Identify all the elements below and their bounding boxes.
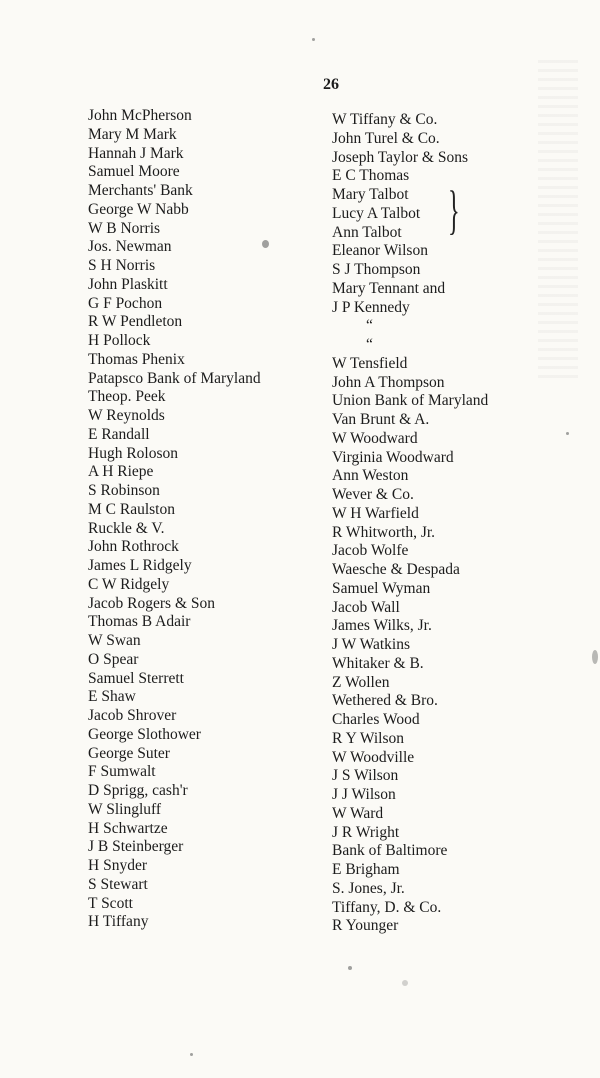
left-column-entry: T Scott xyxy=(88,894,133,912)
ink-speck xyxy=(402,980,408,986)
right-column-entry: Mary Talbot xyxy=(332,186,409,203)
left-column-entry: John Plaskitt xyxy=(88,275,168,293)
right-column-entry: J S Wilson xyxy=(332,767,399,785)
right-column-entry: Ann Weston xyxy=(332,467,409,485)
left-column-entry: Ruckle & V. xyxy=(88,519,165,537)
left-column-entry: W B Norris xyxy=(88,219,161,237)
right-column-entry: “ xyxy=(366,336,373,353)
left-column-entry: Mary M Mark xyxy=(88,125,177,143)
right-column-entry: John A Thompson xyxy=(332,373,445,391)
left-column-entry: George W Nabb xyxy=(88,200,189,218)
right-column-entry: Lucy A Talbot xyxy=(332,204,421,222)
left-column-entry: Samuel Moore xyxy=(88,163,180,181)
left-column-entry: M C Raulston xyxy=(88,500,175,518)
right-column-entry: J P Kennedy xyxy=(332,298,410,316)
left-column-entry: D Sprigg, cash'r xyxy=(88,782,188,799)
right-column-entry: Ann Talbot xyxy=(332,223,402,241)
right-column-entry: Z Wollen xyxy=(332,673,390,691)
right-name-column xyxy=(332,111,488,936)
left-column-entry: E Randall xyxy=(88,425,150,443)
right-column-entry: W Woodville xyxy=(332,748,415,766)
left-column-entry: W Swan xyxy=(88,632,141,649)
right-column-entry: W Ward xyxy=(332,804,384,822)
left-column-entry: S H Norris xyxy=(88,257,156,274)
ink-speck xyxy=(348,966,352,970)
left-column-entry: R W Pendleton xyxy=(88,313,183,331)
left-column-entry: G F Pochon xyxy=(88,294,163,312)
right-column-entry: Samuel Wyman xyxy=(332,579,431,597)
right-column-entry: Waesche & Despada xyxy=(332,561,460,578)
right-column-entry: W Tiffany & Co. xyxy=(332,111,438,128)
left-column-entry: Hugh Roloson xyxy=(88,444,178,462)
left-column-entry: W Reynolds xyxy=(88,407,165,424)
right-column-entry: Wever & Co. xyxy=(332,486,414,503)
right-column-entry: Wethered & Bro. xyxy=(332,692,438,710)
left-column-entry: S Stewart xyxy=(88,875,148,893)
right-column-entry: Tiffany, D. & Co. xyxy=(332,898,442,916)
right-column-entry: J R Wright xyxy=(332,823,400,841)
right-column-entry: Bank of Baltimore xyxy=(332,842,448,860)
left-column-entry: John Rothrock xyxy=(88,538,179,556)
left-column-entry: F Sumwalt xyxy=(88,763,156,781)
left-column-entry: Samuel Sterrett xyxy=(88,669,184,687)
left-column-entry: H Pollock xyxy=(88,332,151,349)
left-column-entry: O Spear xyxy=(88,650,139,668)
left-column-entry: C W Ridgely xyxy=(88,575,170,593)
paper-edge-noise xyxy=(538,60,578,380)
left-column-entry: W Slingluff xyxy=(88,800,162,818)
left-column-entry: Merchants' Bank xyxy=(88,182,193,199)
left-column-entry: J B Steinberger xyxy=(88,838,184,856)
ink-speck xyxy=(190,1053,193,1056)
right-column-entry: J W Watkins xyxy=(332,636,410,653)
right-column-entry: Whitaker & B. xyxy=(332,654,424,672)
talbot-brace: } xyxy=(448,180,460,240)
left-column-entry: H Snyder xyxy=(88,857,147,874)
left-column-entry: Patapsco Bank of Maryland xyxy=(88,369,261,387)
right-column-entry: E Brigham xyxy=(332,861,400,878)
right-column-entry: Eleanor Wilson xyxy=(332,242,428,260)
left-column-entry: A H Riepe xyxy=(88,463,154,481)
left-column-entry: S Robinson xyxy=(88,482,160,499)
right-column-entry: Mary Tennant and xyxy=(332,279,446,297)
right-column-entry: R Whitworth, Jr. xyxy=(332,523,436,541)
left-column-entry: Jacob Shrover xyxy=(88,707,177,724)
right-column-entry: R Y Wilson xyxy=(332,729,405,747)
left-column-entry: Hannah J Mark xyxy=(88,144,184,162)
right-column-entry: W Woodward xyxy=(332,429,418,447)
right-column-entry: J J Wilson xyxy=(332,786,396,803)
right-column-entry: W Tensfield xyxy=(332,354,408,372)
left-column-entry: E Shaw xyxy=(88,688,136,706)
left-column-entry: Jos. Newman xyxy=(88,238,172,256)
left-column-entry: George Suter xyxy=(88,744,170,762)
right-column-entry: Charles Wood xyxy=(332,711,420,728)
right-column-entry: Virginia Woodward xyxy=(332,448,454,466)
right-column-entry: S J Thompson xyxy=(332,261,421,278)
left-column-entry: John McPherson xyxy=(88,107,192,124)
right-column-entry: Jacob Wall xyxy=(332,598,400,616)
left-column-entry: H Tiffany xyxy=(88,913,149,931)
right-column-entry: S. Jones, Jr. xyxy=(332,879,405,897)
left-column-entry: H Schwartze xyxy=(88,819,168,837)
left-column-entry: Jacob Rogers & Son xyxy=(88,594,216,612)
left-name-column xyxy=(88,107,261,932)
left-column-entry: George Slothower xyxy=(88,725,201,743)
right-column-entry: Van Brunt & A. xyxy=(332,411,430,428)
right-column-entry: Joseph Taylor & Sons xyxy=(332,148,468,166)
right-column-entry: R Younger xyxy=(332,917,399,935)
right-column-entry: “ xyxy=(366,317,373,335)
right-column-entry: W H Warfield xyxy=(332,504,419,522)
right-column-entry: James Wilks, Jr. xyxy=(332,617,432,635)
left-column-entry: Thomas B Adair xyxy=(88,613,191,631)
right-column-entry: John Turel & Co. xyxy=(332,129,440,147)
left-column-entry: Thomas Phenix xyxy=(88,350,185,368)
right-column-entry: Jacob Wolfe xyxy=(332,542,409,560)
ink-speck xyxy=(566,432,569,435)
left-column-entry: Theop. Peek xyxy=(88,388,166,406)
ink-speck xyxy=(592,650,598,664)
right-column-entry: Union Bank of Maryland xyxy=(332,392,489,410)
right-column-entry: E C Thomas xyxy=(332,167,410,185)
page-number: 26 xyxy=(323,76,339,93)
ink-speck xyxy=(312,38,315,41)
left-column-entry: James L Ridgely xyxy=(88,557,192,574)
ink-speck xyxy=(262,240,269,248)
